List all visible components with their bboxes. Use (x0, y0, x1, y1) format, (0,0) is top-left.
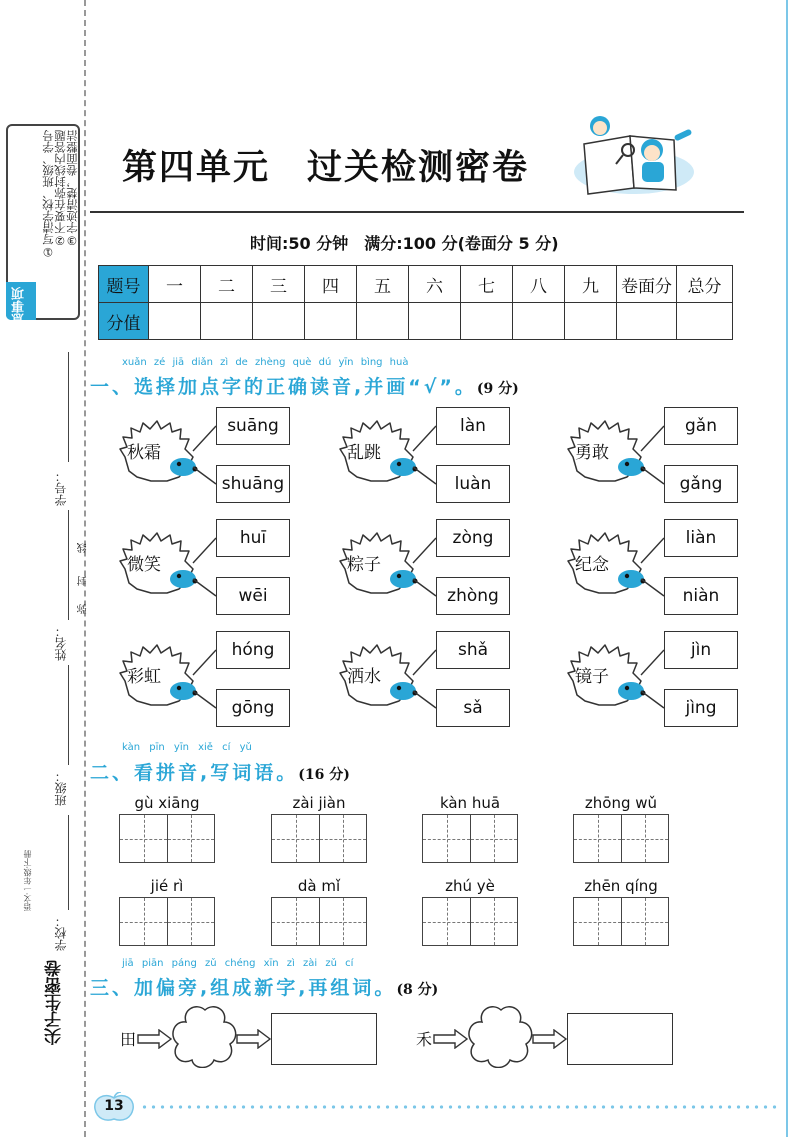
tianzige-grid[interactable] (119, 814, 215, 863)
score-cell[interactable] (677, 303, 733, 340)
title-rule (90, 211, 744, 213)
word-text: 洒水 (347, 667, 381, 687)
table-row-label: 题号 (99, 266, 149, 303)
table-header-cell: 七 (461, 266, 513, 303)
tianzige-item (119, 877, 215, 946)
pronunciation-item (565, 631, 794, 741)
radical-char: 禾 (416, 1030, 433, 1049)
pinyin-option-b[interactable]: jìng (664, 689, 738, 727)
score-cell[interactable] (149, 303, 201, 340)
brand-name: 尖子生密卷 (45, 960, 65, 1045)
table-header-cell: 总分 (677, 266, 733, 303)
reading-kids-illustration (570, 110, 700, 200)
word-text: 纪念 (575, 555, 609, 575)
pinyin-option-a[interactable]: làn (436, 407, 510, 445)
name-line (68, 510, 69, 620)
tianzige-grid[interactable] (573, 814, 669, 863)
score-cell[interactable] (305, 303, 357, 340)
notice-item: ③字迹清楚，卷面整洁 (65, 130, 79, 248)
pinyin-option-b[interactable]: gǎng (664, 465, 738, 503)
class-line (68, 665, 69, 765)
pronunciation-item (337, 407, 567, 517)
pinyin-option-a[interactable]: zòng (436, 519, 510, 557)
pinyin-option-b[interactable]: luàn (436, 465, 510, 503)
pinyin-option-a[interactable]: shǎ (436, 631, 510, 669)
pinyin-option-a[interactable]: liàn (664, 519, 738, 557)
word-answer-box[interactable] (567, 1013, 673, 1065)
tianzige-pinyin: zhú yè (445, 877, 495, 895)
score-cell[interactable] (253, 303, 305, 340)
word-text: 微笑 (127, 555, 161, 575)
notice-title: 注意事项 (12, 287, 27, 339)
pronunciation-item (337, 631, 567, 741)
page-title: 第四单元 过关检测密卷 (122, 147, 530, 188)
pinyin-option-b[interactable]: sǎ (436, 689, 510, 727)
arrow-icon (236, 1029, 272, 1049)
table-header-cell: 三 (253, 266, 305, 303)
pronunciation-item (565, 519, 794, 629)
class-label: 班级： (54, 770, 68, 806)
notice-item: ①写清学校、班级、学号 (41, 130, 55, 259)
tianzige-pinyin: zài jiàn (292, 794, 346, 812)
table-header-cell: 五 (357, 266, 409, 303)
word-text: 镜子 (575, 667, 609, 687)
tianzige-item (573, 794, 669, 863)
pinyin-option-a[interactable]: jìn (664, 631, 738, 669)
section2-heading (90, 758, 350, 785)
seal-char: 线 (78, 543, 89, 553)
footer-dots (140, 1104, 780, 1110)
section3-heading-text: 三、加偏旁,组成新字,再组词。 (90, 977, 397, 999)
pronunciation-item (117, 407, 347, 517)
score-cell[interactable] (409, 303, 461, 340)
score-table-value-row (99, 303, 733, 340)
seal-dashed-line (84, 0, 86, 1137)
pinyin-option-a[interactable]: huī (216, 519, 290, 557)
word-text: 秋霜 (127, 443, 161, 463)
pinyin-option-a[interactable]: suāng (216, 407, 290, 445)
series-label: 语文·一年级·下册 (23, 850, 32, 912)
flower-answer-shape[interactable] (466, 1004, 536, 1068)
tianzige-grid[interactable] (271, 897, 367, 946)
page-number-badge (93, 1092, 135, 1122)
section3-heading (90, 973, 438, 1000)
section3-pinyin: jiā piān páng zǔ chéng xīn zì zài zǔ cí (122, 958, 354, 969)
tianzige-pinyin: zhēn qíng (584, 877, 658, 895)
word-text: 彩虹 (127, 667, 161, 687)
tianzige-item (573, 877, 669, 946)
student-id-line (68, 352, 69, 462)
arrow-icon (433, 1029, 469, 1049)
score-cell[interactable] (617, 303, 677, 340)
page-number: 13 (104, 1098, 124, 1114)
tianzige-pinyin: kàn huā (439, 794, 501, 812)
tianzige-grid[interactable] (119, 897, 215, 946)
tianzige-grid[interactable] (422, 897, 518, 946)
score-cell[interactable] (357, 303, 409, 340)
seal-char: 弥 (78, 604, 89, 614)
word-answer-box[interactable] (271, 1013, 377, 1065)
tianzige-grid[interactable] (422, 814, 518, 863)
pinyin-option-b[interactable]: zhòng (436, 577, 510, 615)
arrow-icon (532, 1029, 568, 1049)
word-text: 粽子 (347, 555, 381, 575)
section3-points: (8 分) (396, 982, 439, 998)
table-header-cell: 一 (149, 266, 201, 303)
table-header-cell: 八 (513, 266, 565, 303)
notice-item: ②不要在弥封线内答题 (53, 130, 67, 248)
section1-heading (90, 372, 519, 399)
pinyin-option-a[interactable]: hóng (216, 631, 290, 669)
pronunciation-item (565, 407, 794, 517)
table-row-label: 分值 (99, 303, 149, 340)
pinyin-option-a[interactable]: gǎn (664, 407, 738, 445)
pronunciation-item (117, 631, 347, 741)
tianzige-pinyin: jié rì (150, 877, 184, 895)
tianzige-pinyin: gù xiāng (134, 794, 200, 812)
section2-pinyin: kàn pīn yīn xiě cí yǔ (122, 742, 252, 753)
arrow-icon (137, 1029, 173, 1049)
section1-heading-text: 一、选择加点字的正确读音,并画“√”。 (90, 376, 477, 398)
school-label: 学校： (54, 915, 68, 951)
tianzige-pinyin: dà mǐ (297, 877, 341, 895)
section2-heading-text: 二、看拼音,写词语。 (90, 762, 299, 784)
pinyin-option-b[interactable]: gōng (216, 689, 290, 727)
tianzige-pinyin: zhōng wǔ (584, 794, 658, 812)
pinyin-option-b[interactable]: niàn (664, 577, 738, 615)
score-cell[interactable] (513, 303, 565, 340)
exam-info: 时间:50 分钟 满分:100 分(卷面分 5 分) (250, 234, 559, 253)
table-header-cell: 九 (565, 266, 617, 303)
student-id-label: 学号： (54, 470, 68, 506)
section2-points: (16 分) (298, 767, 350, 783)
table-header-cell: 卷面分 (617, 266, 677, 303)
score-cell[interactable] (201, 303, 253, 340)
flower-answer-shape[interactable] (170, 1004, 240, 1068)
tianzige-item (119, 794, 215, 863)
section1-points: (9 分) (476, 381, 519, 397)
pinyin-option-b[interactable]: wēi (216, 577, 290, 615)
tianzige-item (422, 794, 518, 863)
score-table (98, 265, 733, 340)
school-line (68, 815, 69, 910)
score-table-header-row (99, 266, 733, 303)
table-header-cell: 四 (305, 266, 357, 303)
word-text: 勇敢 (575, 443, 609, 463)
tianzige-item (271, 877, 367, 946)
score-cell[interactable] (461, 303, 513, 340)
pronunciation-item (117, 519, 347, 629)
pinyin-option-b[interactable]: shuāng (216, 465, 290, 503)
tianzige-grid[interactable] (573, 897, 669, 946)
pronunciation-item (337, 519, 567, 629)
tianzige-grid[interactable] (271, 814, 367, 863)
name-label: 姓名： (54, 625, 68, 661)
section1-pinyin: xuǎn zé jiā diǎn zì de zhèng què dú yīn bìng huà (122, 357, 409, 368)
tianzige-item (271, 794, 367, 863)
word-text: 乱跳 (347, 443, 381, 463)
tianzige-item (422, 877, 518, 946)
table-header-cell: 二 (201, 266, 253, 303)
seal-char: 封 (78, 576, 89, 586)
table-header-cell: 六 (409, 266, 461, 303)
score-cell[interactable] (565, 303, 617, 340)
radical-char: 田 (120, 1030, 137, 1049)
